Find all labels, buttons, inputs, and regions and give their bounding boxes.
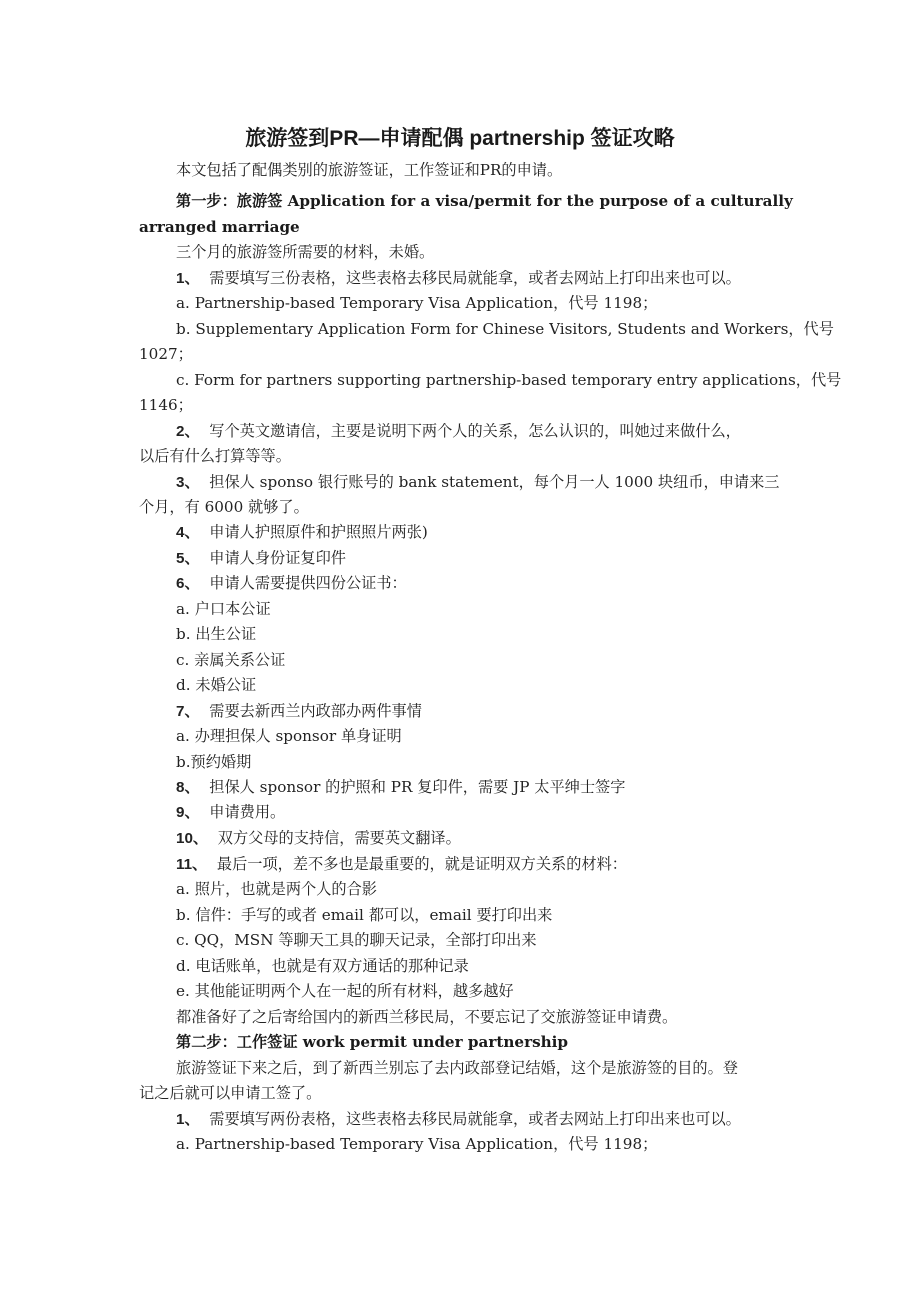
item-text: 申请人身份证复印件 (209, 549, 346, 567)
sponsor-single-certificate: a. 办理担保人 sponsor 单身证明 (176, 727, 402, 745)
item-text: 申请费用。 (209, 803, 286, 821)
item-number: 5、 (176, 550, 200, 567)
notary-kinship: c. 亲属关系公证 (176, 651, 286, 669)
wedding-booking: b.预约婚期 (176, 753, 252, 771)
item-number: 7、 (176, 703, 200, 720)
form-1027-line: b. Supplementary Application Form for Chinese Visitors, Students and Workers，代号 (176, 320, 834, 338)
step1-intro: 三个月的旅游签所需要的材料，未婚。 (176, 243, 435, 261)
evidence-photos: a. 照片，也就是两个人的合影 (176, 880, 377, 898)
step1-item-8 (176, 777, 625, 798)
item-text: 申请人护照原件和护照照片两张) (209, 523, 428, 541)
step1-closing: 都准备好了之后寄给国内的新西兰移民局，不要忘记了交旅游签证申请费。 (176, 1008, 678, 1026)
item-text: 需要去新西兰内政部办两件事情 (209, 702, 422, 720)
intro-paragraph: 本文包括了配偶类别的旅游签证，工作签证和PR的申请。 (176, 161, 563, 179)
step2-heading: 第二步：工作签证 work permit under partnership (176, 1033, 569, 1051)
item-text: 需要填写两份表格，这些表格去移民局就能拿，或者去网站上打印出来也可以。 (209, 1110, 741, 1128)
step1-item-11 (176, 854, 627, 875)
evidence-other: e. 其他能证明两个人在一起的所有材料，越多越好 (176, 982, 514, 1000)
item-number: 3、 (176, 474, 200, 491)
item-number: 1、 (176, 270, 200, 287)
step2-intro: 旅游签证下来之后，到了新西兰别忘了去内政部登记结婚，这个是旅游签的目的。登 (176, 1059, 738, 1077)
item-number: 10、 (176, 830, 209, 847)
step1-item-6 (176, 573, 407, 594)
step2-intro-continued: 记之后就可以申请工签了。 (139, 1084, 322, 1102)
step1-item-3 (176, 472, 780, 493)
item-text: 双方父母的支持信，需要英文翻译。 (217, 829, 461, 847)
item-number: 2、 (176, 423, 200, 440)
step1-item-9 (176, 802, 285, 823)
form-1146-line-continued: 1146； (139, 396, 193, 414)
item-number: 1、 (176, 1111, 200, 1128)
step2-item-1 (176, 1109, 741, 1130)
form-1146-line: c. Form for partners supporting partnership-based temporary entry applications，代号 (176, 371, 842, 389)
item-text: 申请人需要提供四份公证书： (209, 574, 407, 592)
notary-birth: b. 出生公证 (176, 625, 257, 643)
form-1027-line-continued: 1027； (139, 345, 193, 363)
step1-item-1 (176, 268, 741, 289)
notary-household-register: a. 户口本公证 (176, 600, 271, 618)
step1-heading-continued: arranged marriage (139, 218, 300, 236)
item-text: 担保人 sponsor 的护照和 PR 复印件，需要 JP 太平绅士签字 (209, 778, 626, 796)
step1-item-3-continued: 个月，有 6000 就够了。 (139, 498, 309, 516)
form-1198-line: a. Partnership-based Temporary Visa Application，代号 1198； (176, 294, 658, 312)
step1-item-2-continued: 以后有什么打算等等。 (139, 447, 291, 465)
step1-item-7 (176, 701, 422, 722)
step1-item-10 (176, 828, 461, 849)
item-number: 6、 (176, 575, 200, 592)
step2-form-1198-line: a. Partnership-based Temporary Visa Application，代号 1198； (176, 1135, 658, 1153)
step1-item-2 (176, 421, 741, 442)
item-number: 4、 (176, 524, 200, 541)
evidence-phone-bills: d. 电话账单，也就是有双方通话的那种记录 (176, 957, 469, 975)
step1-item-4 (176, 522, 428, 543)
item-text: 担保人 sponso 银行账号的 bank statement，每个月一人 1000 块纽币，申请来三 (209, 473, 780, 491)
step1-heading: 第一步：旅游签 Application for a visa/permit for the purpose of a culturally (176, 192, 793, 210)
item-text: 写个英文邀请信，主要是说明下两个人的关系，怎么认识的，叫她过来做什么， (209, 422, 741, 440)
document-title: 旅游签到PR—申请配偶 partnership 签证攻略 (245, 127, 675, 150)
notary-unmarried: d. 未婚公证 (176, 676, 257, 694)
evidence-chat-logs: c. QQ，MSN 等聊天工具的聊天记录，全部打印出来 (176, 931, 537, 949)
item-number: 8、 (176, 779, 200, 796)
item-text: 需要填写三份表格，这些表格去移民局就能拿，或者去网站上打印出来也可以。 (209, 269, 741, 287)
item-number: 9、 (176, 804, 200, 821)
step1-item-5 (176, 548, 346, 569)
item-number: 11、 (176, 856, 208, 873)
evidence-letters: b. 信件：手写的或者 email 都可以，email 要打印出来 (176, 906, 553, 924)
item-text: 最后一项，差不多也是最重要的，就是证明双方关系的材料： (216, 855, 627, 873)
